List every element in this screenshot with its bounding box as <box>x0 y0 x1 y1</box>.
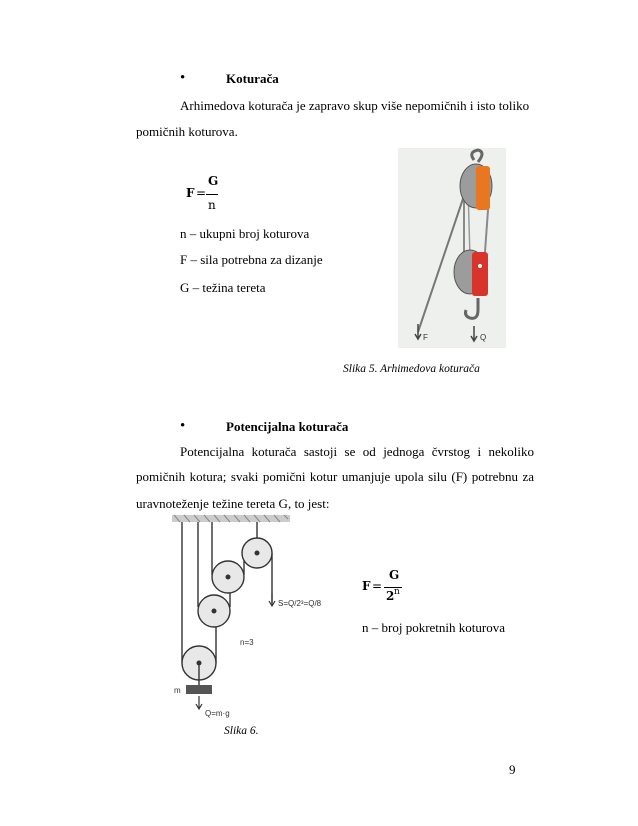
formula <box>186 172 236 218</box>
formula-equals: = <box>196 186 207 200</box>
lower-block <box>472 252 488 296</box>
bullet-marker: • <box>180 70 186 86</box>
force-arrow-icon <box>269 593 275 606</box>
figure-caption: Slika 5. Arhimedova koturača <box>343 363 480 375</box>
load-label: Q <box>480 333 487 342</box>
page-number: 9 <box>509 762 516 777</box>
paragraph-line: uravnoteženje težine tereta G, to jest: <box>136 496 330 511</box>
formula-exponent: n <box>394 587 400 597</box>
paragraph-line: Arhimedova koturača je zapravo skup više nepomičnih i isto toliko <box>180 98 530 113</box>
bullet-marker: • <box>180 418 186 434</box>
legend-line: n – broj pokretnih koturova <box>362 620 505 635</box>
legend-line: G – težina tereta <box>180 280 266 295</box>
formula-denominator: n <box>208 198 216 212</box>
force-label: F <box>423 333 428 342</box>
section-heading: Koturača <box>226 71 279 86</box>
pulley-axle <box>212 609 217 614</box>
formula-numerator: G <box>389 568 400 582</box>
force-label: S=Q/2³=Q/8 <box>278 599 322 608</box>
load-arrow-icon <box>196 696 202 709</box>
block-bolt <box>478 264 482 268</box>
formula-numerator: G <box>208 174 219 188</box>
upper-block <box>476 166 490 210</box>
section-heading: Potencijalna koturača <box>226 419 349 434</box>
legend-line: n – ukupni broj koturova <box>180 226 310 241</box>
formula-denominator: 2 <box>386 589 395 603</box>
formula <box>362 568 422 608</box>
formula-equals: = <box>372 579 383 593</box>
figure-caption: Slika 6. <box>224 725 259 737</box>
pulley-axle <box>197 661 202 666</box>
mass-block <box>186 685 212 694</box>
mass-label: m <box>174 686 181 695</box>
fraction-bar <box>206 194 218 195</box>
formula-lhs: F <box>186 186 195 200</box>
formula-lhs: F <box>362 579 371 593</box>
load-label: Q=m·g <box>205 709 230 718</box>
pulley-block-illustration <box>398 148 506 348</box>
pulley-axle <box>255 551 260 556</box>
paragraph-line: pomičnih koturova. <box>136 124 238 139</box>
pulley-axle <box>226 575 231 580</box>
legend-line: F – sila potrebna za dizanje <box>180 252 323 267</box>
paragraph-line: pomičnih kotura; svaki pomični kotur umanjuje upola silu (F) potrebnu za <box>136 469 534 484</box>
paragraph-line: Potencijalna koturača sastoji se od jednoga čvrstog i nekoliko <box>180 444 534 459</box>
potential-pulley-diagram <box>164 513 344 723</box>
count-label: n=3 <box>240 638 254 647</box>
